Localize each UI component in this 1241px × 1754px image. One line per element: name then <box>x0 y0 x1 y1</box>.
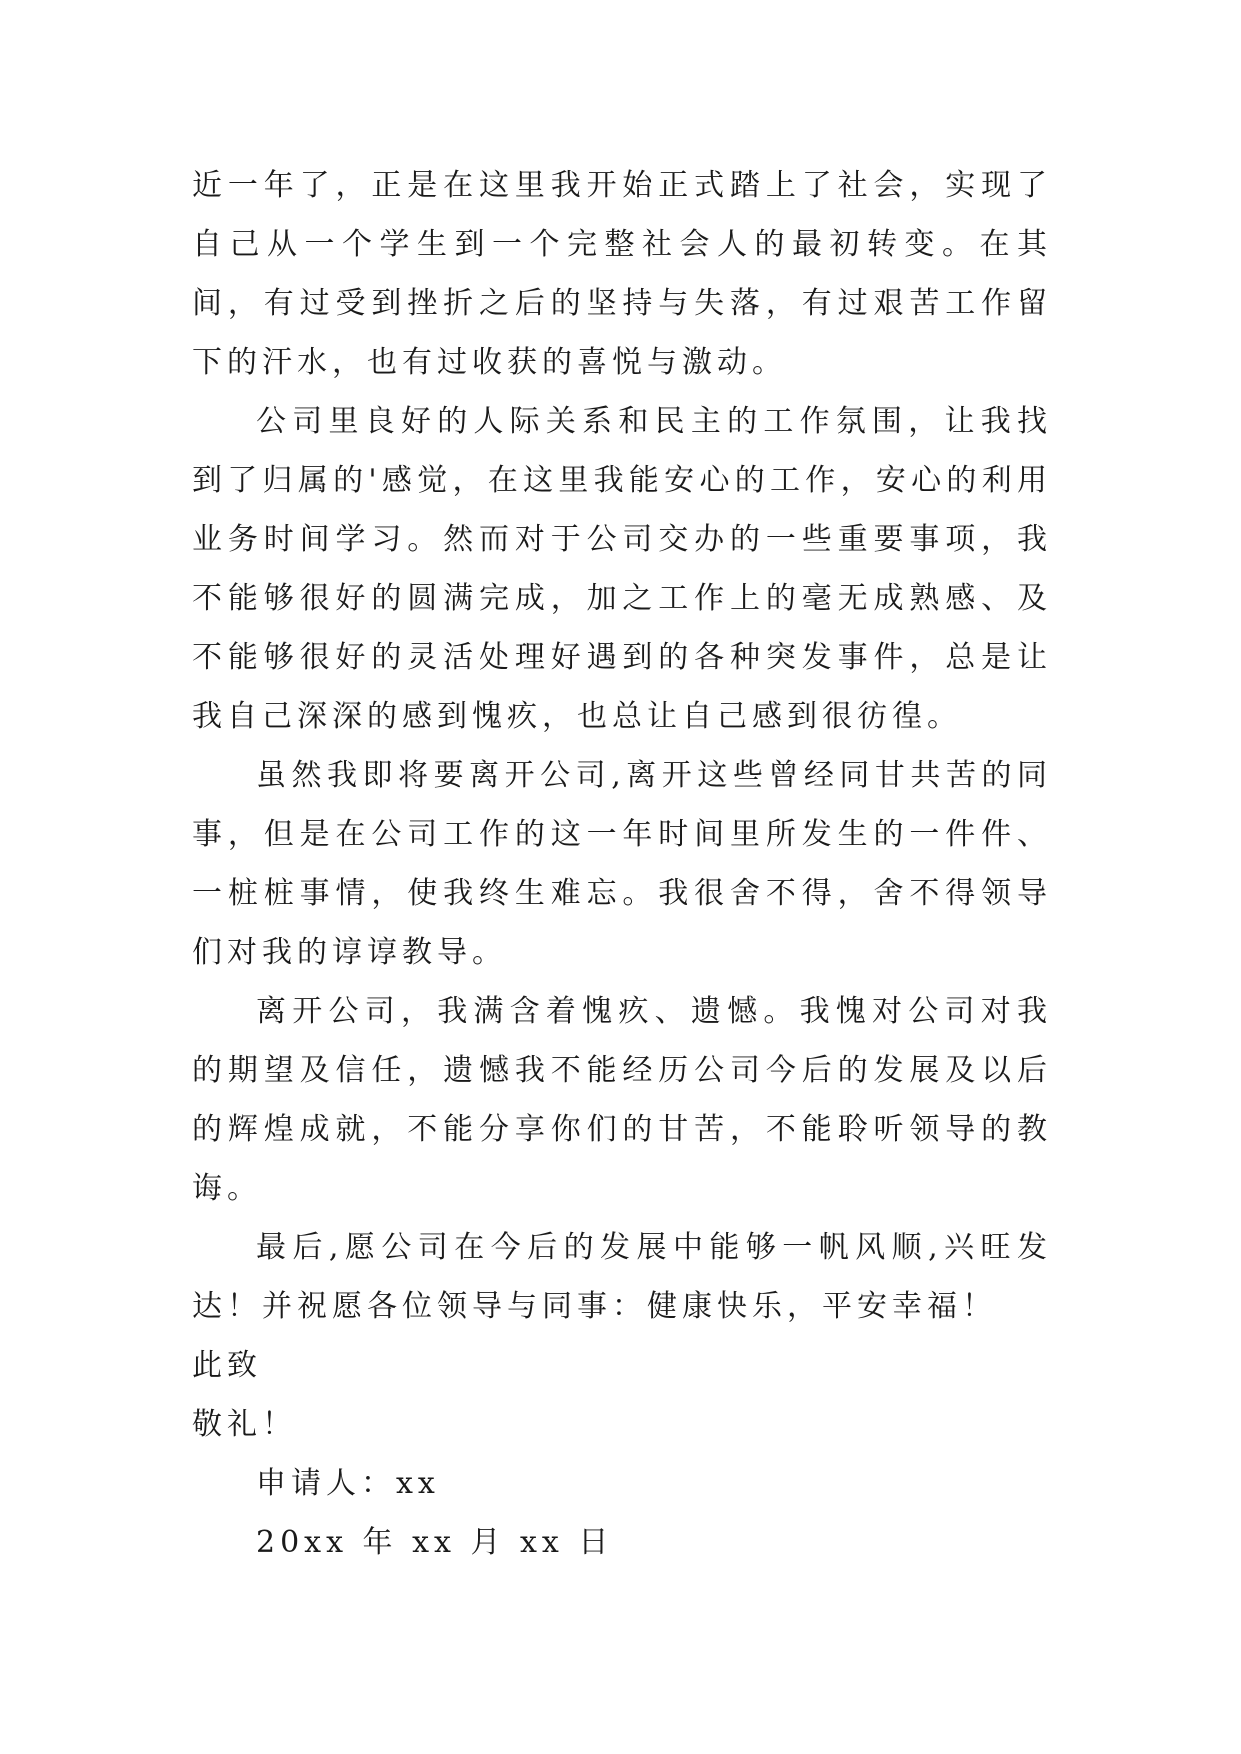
paragraph-3: 虽然我即将要离开公司,离开这些曾经同甘共苦的同事，但是在公司工作的这一年时间里所发生的一件件、一桩桩事情，使我终生难忘。我很舍不得，舍不得领导们对我的谆谆教导。 <box>192 758 1052 970</box>
closing-regards: 敬礼！ <box>192 1407 297 1442</box>
paragraph-2: 公司里良好的人际关系和民主的工作氛围，让我找到了归属的'感觉，在这里我能安心的工作，安心的利用业务时间学习。然而对于公司交办的一些重要事项，我不能够很好的圆满完成，加之工作上的毫无成熟感、及不能够很好的灵活处理好遇到的各种突发事件，总是让我自己深深的感到愧疚，也总让自己感到很彷徨。 <box>192 404 1052 734</box>
letter-date: 20xx 年 xx 月 xx 日 <box>256 1525 614 1560</box>
closing-salutation: 此致 <box>192 1348 262 1383</box>
applicant-name: 申请人：xx <box>256 1466 440 1501</box>
signature-block <box>192 1454 1052 1572</box>
letter-body <box>192 156 1052 1572</box>
paragraph-1: 近一年了，正是在这里我开始正式踏上了社会，实现了自己从一个学生到一个完整社会人的最初转变。在其间，有过受到挫折之后的坚持与失落，有过艰苦工作留下的汗水，也有过收获的喜悦与激动。 <box>192 168 1052 380</box>
paragraph-5: 最后,愿公司在今后的发展中能够一帆风顺,兴旺发达！并祝愿各位领导与同事：健康快乐，平安幸福！ <box>192 1230 1052 1324</box>
paragraph-4: 离开公司，我满含着愧疚、遗憾。我愧对公司对我的期望及信任，遗憾我不能经历公司今后的发展及以后的辉煌成就，不能分享你们的甘苦，不能聆听领导的教诲。 <box>192 994 1052 1206</box>
